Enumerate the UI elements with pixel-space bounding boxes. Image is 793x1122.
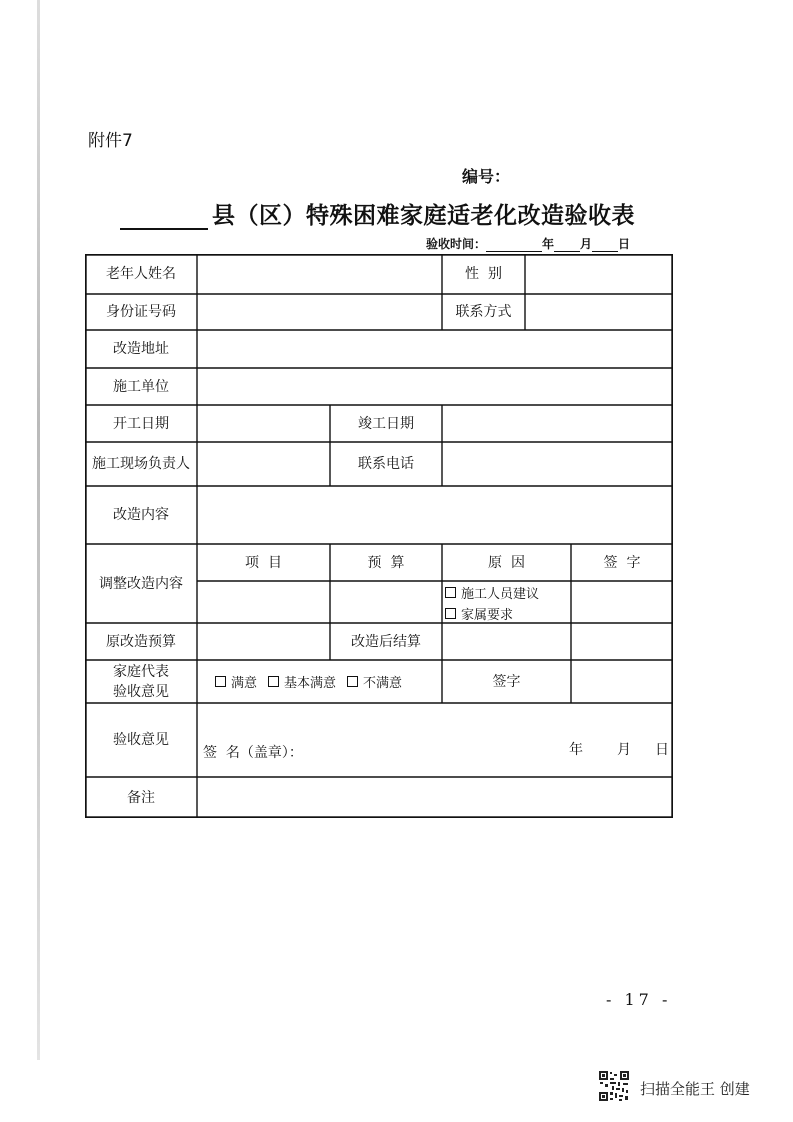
builder-field[interactable]: [197, 368, 673, 405]
site-manager-field[interactable]: [197, 442, 330, 486]
county-blank[interactable]: [120, 206, 208, 230]
elder-name-field[interactable]: [197, 254, 442, 294]
satisfaction-option-unsatisfied[interactable]: 不满意: [347, 672, 402, 691]
checkbox-icon[interactable]: [268, 676, 279, 687]
family-sign-field[interactable]: [571, 660, 673, 703]
reason-option-family[interactable]: 家属要求: [445, 604, 571, 623]
item-field[interactable]: [197, 581, 330, 623]
content-label: 改造内容: [113, 507, 169, 523]
final-budget-field[interactable]: [442, 623, 673, 660]
start-date-label: 开工日期: [113, 415, 169, 432]
acceptance-opinion-label: 验收意见: [113, 732, 169, 748]
contact-field[interactable]: [525, 294, 673, 330]
sign-header: 签 字: [603, 554, 641, 571]
item-header: 项 目: [245, 554, 282, 571]
budget-header: 预 算: [367, 554, 405, 571]
finish-date-label: 竣工日期: [358, 415, 414, 432]
satisfaction-option-satisfied[interactable]: 满意: [215, 672, 257, 691]
gender-field[interactable]: [525, 254, 673, 294]
orig-budget-field[interactable]: [197, 623, 330, 660]
page-number: - 17 -: [606, 990, 672, 1009]
qr-code-icon: [598, 1070, 630, 1102]
address-field[interactable]: [197, 330, 673, 368]
contact-label: 联系方式: [455, 304, 512, 320]
elder-name-label: 老年人姓名: [106, 266, 176, 282]
checkbox-icon[interactable]: [215, 676, 226, 687]
opinion-day: 日: [655, 742, 669, 758]
scanner-watermark: 扫描全能王 创建: [640, 1080, 750, 1098]
remarks-label: 备注: [127, 789, 155, 806]
family-sign-label: 签字: [492, 673, 521, 690]
remarks-field[interactable]: [197, 777, 673, 818]
budget-field[interactable]: [330, 581, 442, 623]
checkbox-icon[interactable]: [445, 587, 456, 598]
checkbox-icon[interactable]: [445, 608, 456, 619]
content-field[interactable]: [197, 486, 673, 544]
start-date-field[interactable]: [197, 405, 330, 442]
builder-label: 施工单位: [113, 378, 169, 395]
gender-label: 性 别: [465, 266, 502, 282]
id-number-label: 身份证号码: [106, 304, 176, 320]
seal-signature-label: 签 名（盖章）：: [203, 745, 303, 761]
site-manager-label: 施工现场负责人: [92, 456, 190, 472]
adjust-content-label: 调整改造内容: [99, 575, 183, 592]
opinion-year: 年: [569, 742, 583, 758]
reason-option-builder[interactable]: 施工人员建议: [445, 583, 571, 602]
opinion-month: 月: [617, 742, 631, 758]
finish-date-field[interactable]: [442, 405, 673, 442]
checkbox-icon[interactable]: [347, 676, 358, 687]
address-label: 改造地址: [113, 341, 169, 357]
family-opinion-label: 家庭代表 验收意见: [113, 663, 169, 700]
phone-label: 联系电话: [358, 456, 414, 472]
satisfaction-option-basic[interactable]: 基本满意: [268, 672, 336, 691]
orig-budget-label: 原改造预算: [106, 633, 176, 650]
acceptance-form-table: [85, 254, 673, 818]
scan-edge: [37, 0, 40, 1060]
attachment-label: 附件7: [88, 131, 133, 151]
form-title: 县（区）特殊困难家庭适老化改造验收表: [120, 197, 635, 230]
number-label: 编号：: [462, 167, 511, 186]
reason-header: 原 因: [488, 554, 525, 571]
acceptance-time: 验收时间： 年 月 日: [426, 237, 631, 251]
satisfaction-options: [215, 660, 442, 703]
final-budget-label: 改造后结算: [351, 633, 421, 650]
phone-field[interactable]: [442, 442, 673, 486]
id-number-field[interactable]: [197, 294, 442, 330]
reason-options: [445, 583, 571, 623]
adjust-sign-field[interactable]: [571, 581, 673, 623]
